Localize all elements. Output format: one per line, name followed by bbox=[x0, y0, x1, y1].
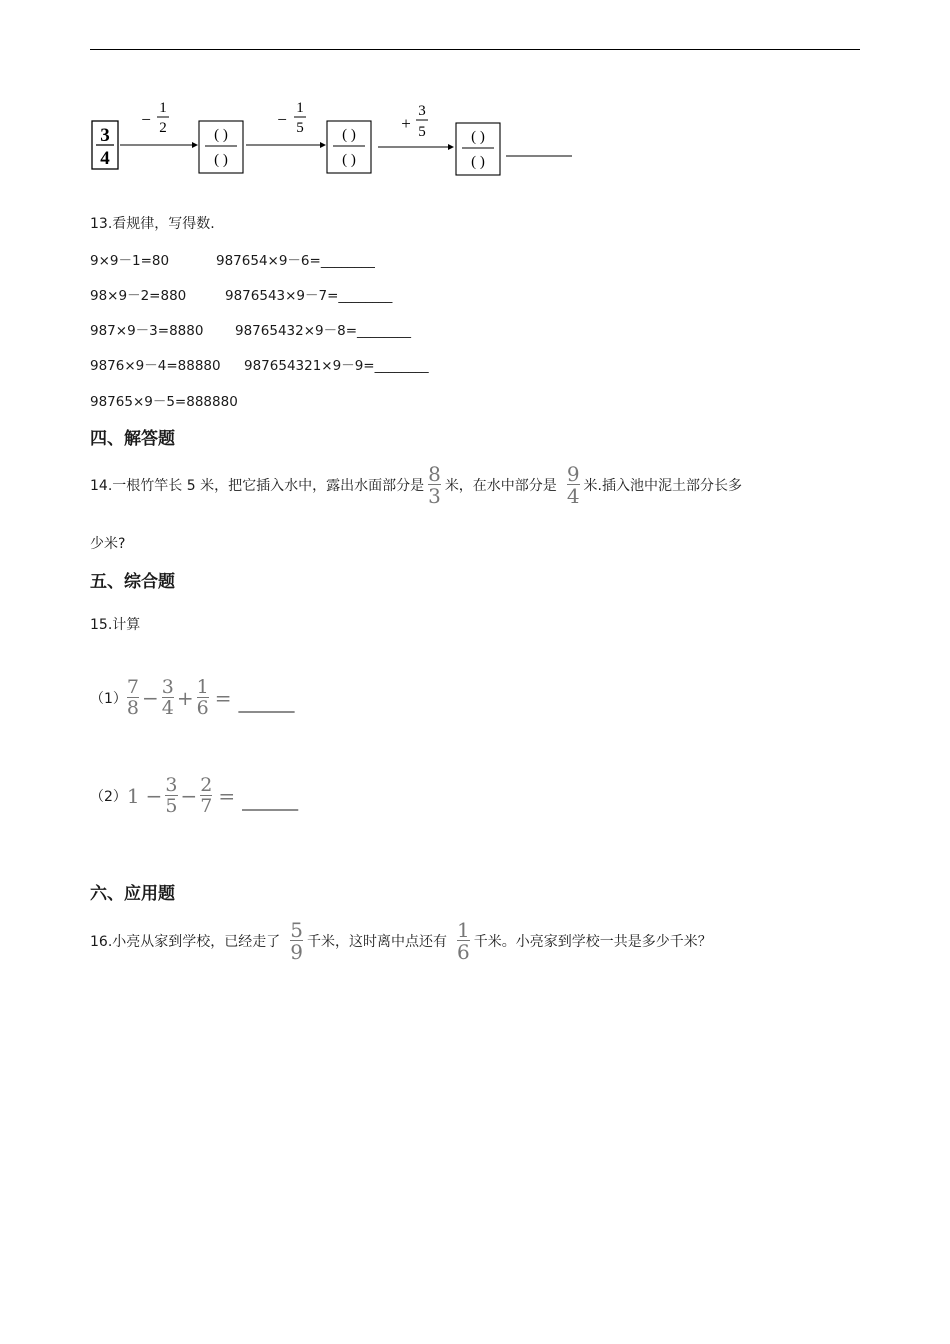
q15-sub2-whole: 1 bbox=[126, 784, 140, 808]
box3-paren-top: ( ) bbox=[471, 129, 485, 145]
q16-frac1-den: 9 bbox=[290, 940, 303, 964]
arrow-1-head bbox=[192, 142, 198, 148]
q13-right-4: 987654321×9－9=________ bbox=[244, 358, 429, 374]
section5-heading: 五、综合题 bbox=[90, 572, 175, 592]
q15-sub2-label: （2） bbox=[90, 789, 127, 805]
q13-left-5: 98765×9－5=888880 bbox=[90, 394, 238, 410]
step1-sign: − bbox=[141, 110, 151, 129]
q14-frac2-den: 4 bbox=[566, 484, 580, 508]
section4-heading: 四、解答题 bbox=[90, 429, 175, 449]
q14-frac1-den: 3 bbox=[428, 484, 441, 508]
q16-line bbox=[90, 920, 712, 962]
q15-sub2-blank: ________ bbox=[242, 795, 299, 811]
box1-paren-bottom: ( ) bbox=[214, 152, 228, 168]
box2-paren-bottom: ( ) bbox=[342, 152, 356, 168]
q15-title: 15.计算 bbox=[90, 617, 141, 633]
q14-part1: 14.一根竹竿长 5 米，把它插入水中，露出水面部分是 bbox=[90, 478, 425, 494]
q14-fraction-1 bbox=[428, 464, 441, 506]
q15-sub2-frac-c: $\frac{2}{7}$ bbox=[200, 774, 213, 817]
step2-denominator: 5 bbox=[296, 120, 304, 136]
step1-denominator: 2 bbox=[159, 120, 167, 136]
q13-left-3: 987×9－3=8880 bbox=[90, 323, 204, 339]
q15-sub1-frac-c: $\frac{1}{6}$ bbox=[196, 676, 209, 719]
q13-title: 13.看规律，写得数. bbox=[90, 216, 215, 232]
q15-sub2-frac-b: $\frac{3}{5}$ bbox=[165, 774, 178, 817]
step3-numerator: 3 bbox=[418, 103, 426, 119]
step3-sign: + bbox=[401, 114, 411, 133]
q16-fraction-1 bbox=[290, 920, 303, 962]
arrow-3-head bbox=[448, 144, 454, 150]
step3-denominator: 5 bbox=[418, 124, 426, 140]
q13-left-2: 98×9－2=880 bbox=[90, 288, 187, 304]
q14-line1 bbox=[90, 464, 742, 506]
q15-sub2: （2） 1 − $\frac{3}{5}$ − $\frac{2}{7}$ = ________ bbox=[90, 774, 299, 817]
fraction-chain-diagram bbox=[88, 95, 588, 185]
q16-part2: 千米，这时离中点还有 bbox=[307, 934, 447, 950]
q16-fraction-2 bbox=[457, 920, 470, 962]
q15-sub1-label: （1） bbox=[90, 691, 127, 707]
q14-part3: 米.插入池中泥土部分长多 bbox=[583, 478, 742, 494]
step1-numerator: 1 bbox=[159, 100, 167, 116]
q14-line2: 少米? bbox=[90, 536, 126, 552]
q14-part2: 米，在水中部分是 bbox=[444, 478, 557, 494]
box1-paren-top: ( ) bbox=[214, 127, 228, 143]
q16-frac2-den: 6 bbox=[457, 940, 470, 964]
q16-part3: 千米。小亮家到学校一共是多少千米？ bbox=[473, 934, 712, 950]
start-denominator: 4 bbox=[100, 148, 110, 169]
q13-left-1: 9×9－1=80 bbox=[90, 253, 170, 269]
q15-sub1-frac-a: $\frac{7}{8}$ bbox=[126, 676, 140, 719]
arrow-2-head bbox=[320, 142, 326, 148]
start-numerator: 3 bbox=[100, 125, 110, 146]
q14-frac2-num: 9 bbox=[566, 462, 580, 486]
header-rule bbox=[90, 49, 860, 50]
q16-frac2-num: 1 bbox=[457, 918, 470, 942]
q13-left-4: 9876×9－4=88880 bbox=[90, 358, 221, 374]
step2-sign: − bbox=[277, 110, 287, 129]
q13-right-3: 98765432×9－8=________ bbox=[235, 323, 412, 339]
q15-sub1-blank: ________ bbox=[238, 697, 295, 713]
q15-sub1: （1） $\frac{7}{8}$ − $\frac{3}{4}$ + $\frac{1}{6}$ = ________ bbox=[90, 676, 295, 719]
q16-part1: 16.小亮从家到学校，已经走了 bbox=[90, 934, 281, 950]
q15-sub1-frac-b: $\frac{3}{4}$ bbox=[161, 676, 174, 719]
box2-paren-top: ( ) bbox=[342, 127, 356, 143]
q13-right-1: 987654×9－6=________ bbox=[216, 253, 375, 269]
section6-heading: 六、应用题 bbox=[90, 884, 175, 904]
q16-frac1-num: 5 bbox=[290, 918, 303, 942]
q13-right-2: 9876543×9－7=________ bbox=[225, 288, 393, 304]
q14-fraction-2 bbox=[567, 464, 580, 506]
step2-numerator: 1 bbox=[296, 100, 304, 116]
q14-frac1-num: 8 bbox=[428, 462, 441, 486]
box3-paren-bottom: ( ) bbox=[471, 154, 485, 170]
